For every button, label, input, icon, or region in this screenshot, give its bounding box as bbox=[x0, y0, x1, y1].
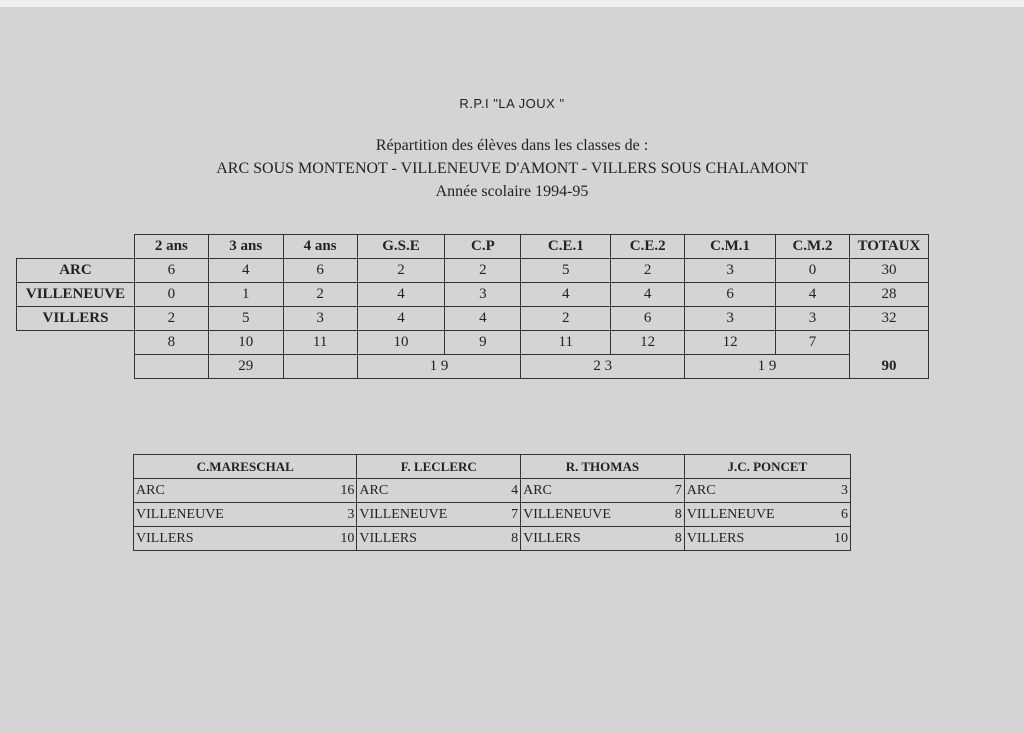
cell: 3 bbox=[776, 307, 850, 331]
cell: 5 bbox=[521, 259, 611, 283]
scan-edge bbox=[0, 0, 1024, 7]
student-count: 3 bbox=[323, 503, 357, 527]
row-label: ARC bbox=[17, 259, 135, 283]
student-count: 8 bbox=[670, 503, 684, 527]
sum-cell: 10 bbox=[208, 331, 283, 355]
school-name: ARC bbox=[684, 479, 834, 503]
blank-cell bbox=[17, 355, 135, 379]
group-row bbox=[17, 355, 929, 379]
sum-cell: 9 bbox=[445, 331, 521, 355]
schools-line: ARC SOUS MONTENOT - VILLENEUVE D'AMONT - VILLERS SOUS CHALAMONT bbox=[216, 160, 808, 177]
cell: 6 bbox=[283, 259, 357, 283]
cell: 2 bbox=[283, 283, 357, 307]
sum-cell: 8 bbox=[134, 331, 208, 355]
table-row bbox=[17, 259, 929, 283]
teacher-row bbox=[134, 527, 851, 551]
group-spacer bbox=[134, 355, 208, 379]
cell: 6 bbox=[685, 283, 776, 307]
cell: 4 bbox=[611, 283, 685, 307]
school-name: ARC bbox=[521, 479, 671, 503]
student-count: 3 bbox=[834, 479, 851, 503]
student-count: 10 bbox=[834, 527, 851, 551]
school-name: ARC bbox=[134, 479, 324, 503]
cell: 2 bbox=[611, 259, 685, 283]
column-header: 2 ans bbox=[134, 235, 208, 259]
teacher-header-row bbox=[134, 455, 851, 479]
teacher-name: J.C. PONCET bbox=[684, 455, 850, 479]
teacher-name: C.MARESCHAL bbox=[134, 455, 357, 479]
sum-cell: 11 bbox=[521, 331, 611, 355]
school-name: ARC bbox=[357, 479, 507, 503]
cell: 4 bbox=[357, 283, 445, 307]
table-header-row bbox=[17, 235, 929, 259]
table-row bbox=[17, 283, 929, 307]
student-count: 6 bbox=[834, 503, 851, 527]
class-distribution-table bbox=[16, 234, 929, 379]
sum-cell: 7 bbox=[776, 331, 850, 355]
student-count: 16 bbox=[323, 479, 357, 503]
cell: 1 bbox=[208, 283, 283, 307]
student-count: 7 bbox=[507, 503, 521, 527]
corner-cell bbox=[17, 235, 135, 259]
cell: 4 bbox=[208, 259, 283, 283]
cell: 4 bbox=[521, 283, 611, 307]
school-year: Année scolaire 1994-95 bbox=[435, 183, 589, 200]
teacher-table bbox=[133, 454, 851, 551]
school-name: VILLERS bbox=[684, 527, 834, 551]
row-label: VILLERS bbox=[17, 307, 135, 331]
column-header: C.P bbox=[445, 235, 521, 259]
group-cell: 29 bbox=[208, 355, 283, 379]
cell: 3 bbox=[283, 307, 357, 331]
grand-total: 90 bbox=[849, 331, 928, 379]
column-header-total: TOTAUX bbox=[849, 235, 928, 259]
row-total: 30 bbox=[849, 259, 928, 283]
student-count: 10 bbox=[323, 527, 357, 551]
cell: 4 bbox=[357, 307, 445, 331]
column-header: 3 ans bbox=[208, 235, 283, 259]
column-header: C.E.1 bbox=[521, 235, 611, 259]
cell: 4 bbox=[445, 307, 521, 331]
cell: 4 bbox=[776, 283, 850, 307]
school-name: VILLENEUVE bbox=[521, 503, 671, 527]
school-name: VILLENEUVE bbox=[134, 503, 324, 527]
cell: 6 bbox=[134, 259, 208, 283]
teacher-name: F. LECLERC bbox=[357, 455, 521, 479]
cell: 2 bbox=[134, 307, 208, 331]
sum-row bbox=[17, 331, 929, 355]
cell: 2 bbox=[445, 259, 521, 283]
group-spacer bbox=[283, 355, 357, 379]
column-header: C.E.2 bbox=[611, 235, 685, 259]
cell: 3 bbox=[685, 307, 776, 331]
column-header: 4 ans bbox=[283, 235, 357, 259]
student-count: 4 bbox=[507, 479, 521, 503]
school-name: VILLERS bbox=[521, 527, 671, 551]
row-total: 32 bbox=[849, 307, 928, 331]
table-row bbox=[17, 307, 929, 331]
student-count: 8 bbox=[507, 527, 521, 551]
column-header: C.M.2 bbox=[776, 235, 850, 259]
school-name: VILLENEUVE bbox=[357, 503, 507, 527]
blank-cell bbox=[17, 331, 135, 355]
teacher-row bbox=[134, 479, 851, 503]
sum-cell: 12 bbox=[611, 331, 685, 355]
row-total: 28 bbox=[849, 283, 928, 307]
student-count: 7 bbox=[670, 479, 684, 503]
group-cell: 1 9 bbox=[357, 355, 521, 379]
cell: 3 bbox=[685, 259, 776, 283]
sum-cell: 11 bbox=[283, 331, 357, 355]
school-name: VILLERS bbox=[357, 527, 507, 551]
teacher-name: R. THOMAS bbox=[521, 455, 685, 479]
cell: 2 bbox=[521, 307, 611, 331]
school-name: VILLENEUVE bbox=[684, 503, 834, 527]
cell: 2 bbox=[357, 259, 445, 283]
cell: 0 bbox=[776, 259, 850, 283]
column-header: G.S.E bbox=[357, 235, 445, 259]
cell: 5 bbox=[208, 307, 283, 331]
group-cell: 2 3 bbox=[521, 355, 685, 379]
school-name: VILLERS bbox=[134, 527, 324, 551]
sum-cell: 10 bbox=[357, 331, 445, 355]
sum-cell: 12 bbox=[685, 331, 776, 355]
group-cell: 1 9 bbox=[685, 355, 850, 379]
column-header: C.M.1 bbox=[685, 235, 776, 259]
cell: 6 bbox=[611, 307, 685, 331]
cell: 0 bbox=[134, 283, 208, 307]
cell: 3 bbox=[445, 283, 521, 307]
subtitle: Répartition des élèves dans les classes de : bbox=[375, 137, 649, 154]
row-label: VILLENEUVE bbox=[17, 283, 135, 307]
page-title: R.P.I "LA JOUX " bbox=[459, 96, 565, 111]
student-count: 8 bbox=[670, 527, 684, 551]
teacher-row bbox=[134, 503, 851, 527]
